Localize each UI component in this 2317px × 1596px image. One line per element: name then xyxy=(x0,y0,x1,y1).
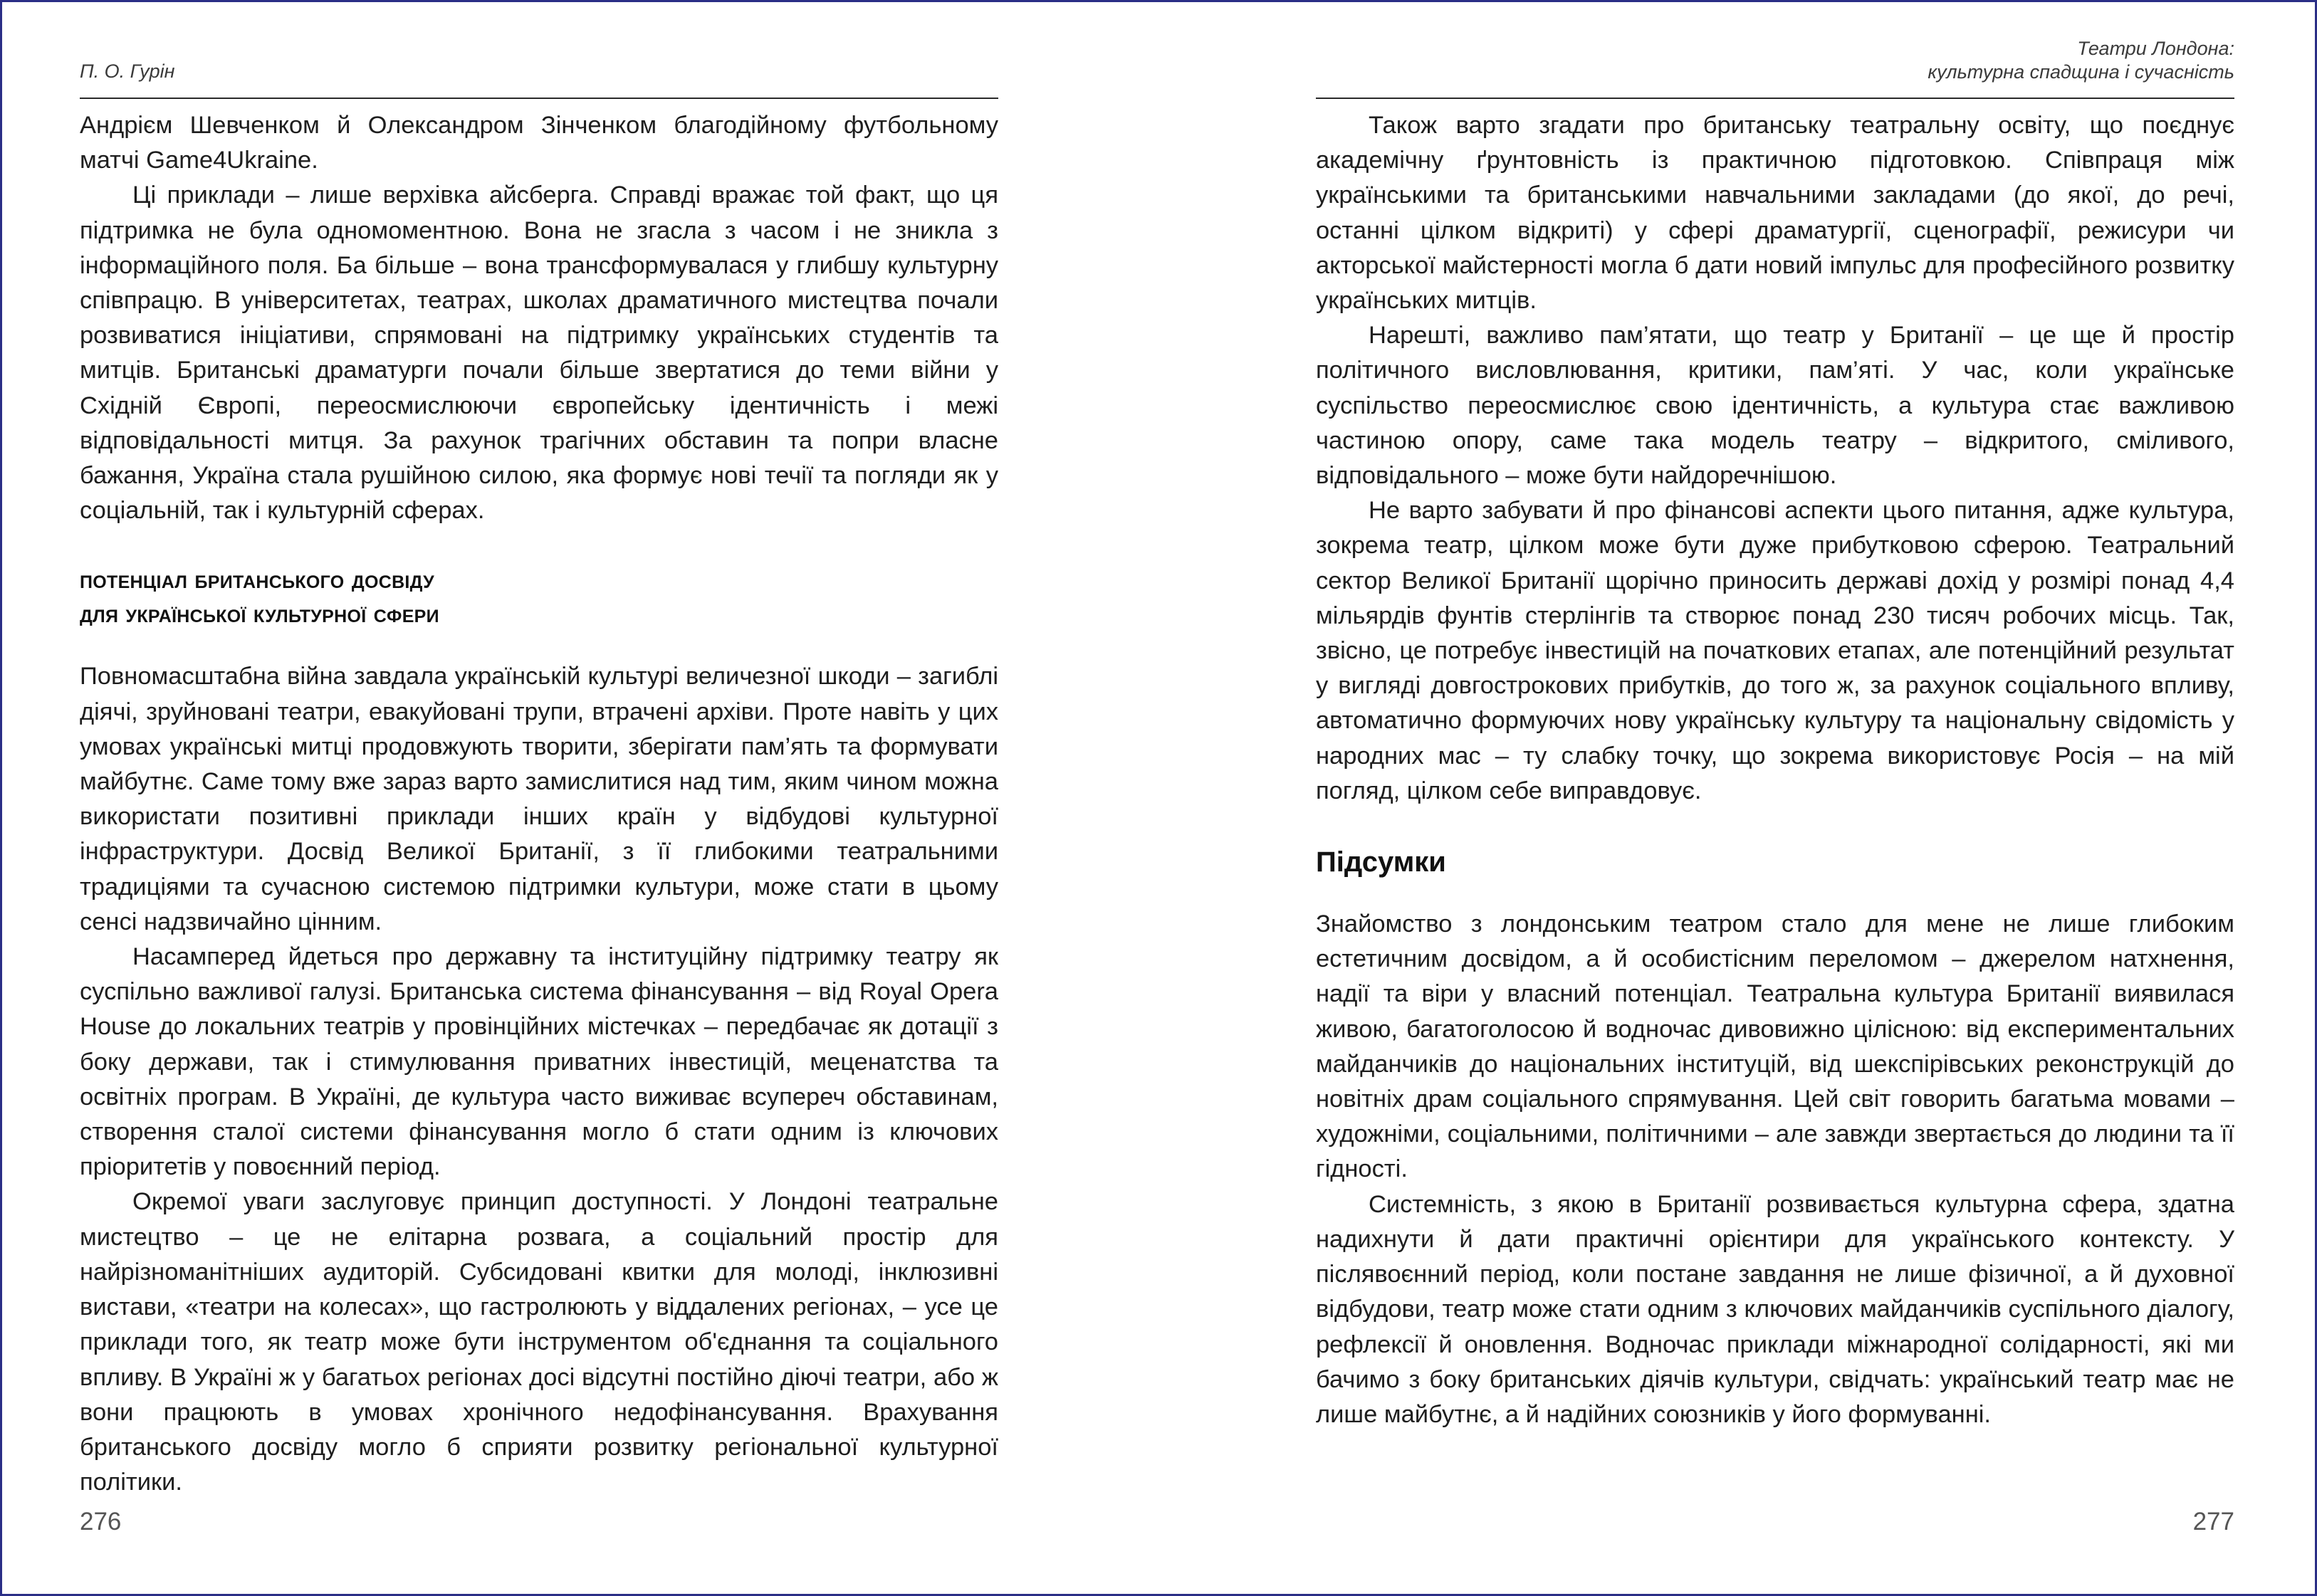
paragraph: Повномасштабна війна завдала українській культурі величезної шкоди – загиблі діячі, зруйновані театри, евакуйовані трупи, втрачені архіви. Проте навіть у цих умовах українські митці продовжують творити, зберігати пам’ять та формувати майбутнє. Саме тому вже зараз варто замислитися над тим, яким чином можна використати позитивні приклади інших країн у відбудові культурної інфраструктури. Досвід Великої Британії, з її глибокими театральними традиціями та сучасною системою підтримки культури, може стати в цьому сенсі надзвичайно цінним. xyxy=(80,663,998,935)
header-rule xyxy=(80,98,998,99)
paragraph: Ці приклади – лише верхівка айсберга. Справді вражає той факт, що ця підтримка не була одномоментною. Вона не згасла з часом і не зникла з інформаційного поля. Ба більше – вона трансформувалася у глибшу культурну співпрацю. В університетах, театрах, школах драматичного мистецтва почали розвиватися ініціативи, спрямовані на підтримку українських студентів та митців. Британські драматурги почали більше звертатися до теми війни у Східній Європі, переосмислюючи європейську ідентичність і межі відповідальності митця. За рахунок трагічних обставин та попри власне бажання, Україна стала рушійною силою, яка формує нові течії та погляди як у соціальній, так і культурній сферах. xyxy=(80,182,998,525)
paragraph: Не варто забувати й про фінансові аспекти цього питання, адже культура, зокрема театр, цілком може бути дуже прибутковою сферою. Театральний сектор Великої Британії щорічно приносить державі дохід у розмірі понад 4,4 мільярдів фунтів стерлінгів та створює понад 230 тисяч робочих місць. Так, звісно, це потребує інвестицій на початкових етапах, але потенційний результат у вигляді довгострокових прибутків, до того ж, за рахунок соціального впливу, автоматично формуючих нову українську культуру та національну свідомість у народних мас – ту слабку точку, що зокрема використовує Росія – на мій погляд, цілком себе виправдовує. xyxy=(1316,497,2234,804)
running-head-title xyxy=(1316,37,2234,84)
paragraph: Знайомство з лондонським театром стало для мене не лише глибоким естетичним досвідом, а й особистісним переломом – джерелом натхнення, надії та віри у власний потенціал. Театральна культура Британії виявилася живою, багатоголосою й водночас дивовижно цілісною: від експериментальних майданчиків до національних інституцій, від шекспірівських реконструкцій до новітніх драм соціального спрямування. Цей світ говорить багатьма мовами – художніми, соціальними, політичними – але завжди звертається до людини та її гідності. xyxy=(1316,910,2234,1183)
paragraph: Також варто згадати про британську театральну освіту, що поєднує академічну ґрунтовність із практичною підготовкою. Співпраця між українськими та британськими навчальними закладами (до якої, до речі, останні цілком відкриті) у сфері драматургії, сценографії, режисури чи акторської майстерності могла б дати новий імпульс для професійного розвитку українських митців. xyxy=(1316,112,2234,315)
right-page xyxy=(1316,0,2234,1596)
section-heading-line-1: потенціал британського досвіду xyxy=(80,565,434,594)
header-rule xyxy=(1316,98,2234,99)
paragraph: Нарешті, важливо пам’ятати, що театр у Британії – це ще й простір політичного висловлювання, критики, пам’яті. У час, коли українське суспільство переосмислює свою ідентичність, а культура стає важливою частиною опору, саме така модель театру – відкритого, сміливого, відповідального – може бути найдоречнішою. xyxy=(1316,322,2234,490)
left-body-text xyxy=(80,108,998,1500)
section-heading xyxy=(80,562,998,631)
section-heading: Підсумки xyxy=(1316,846,1446,878)
author-name: П. О. Гурін xyxy=(80,61,175,82)
book-title-line-2: культурна спадщина і сучасність xyxy=(1928,61,2234,83)
left-page xyxy=(80,0,998,1596)
book-title-line-1: Театри Лондона: xyxy=(2077,38,2234,59)
page-number: 276 xyxy=(80,1508,122,1535)
running-head-author xyxy=(80,60,998,83)
paragraph: Андрієм Шевченком й Олександром Зінченком благодійному футбольному матчі Game4Ukraine. xyxy=(80,112,998,174)
paragraph: Системність, з якою в Британії розвивається культурна сфера, здатна надихнути й дати практичні орієнтири для українського контексту. У післявоєнний період, коли постане завдання не лише фізичної, а й духовної відбудови, театр може стати одним з ключових майданчиків суспільного діалогу, рефлексії й оновлення. Водночас приклади міжнародної солідарності, які ми бачимо з боку британських діячів культури, свідчать: український театр має не лише майбутнє, а й надійних союзників у його формуванні. xyxy=(1316,1190,2234,1428)
section-heading-line-2: для української культурної сфери xyxy=(80,599,439,629)
page-number: 277 xyxy=(2192,1508,2234,1535)
paragraph: Окремої уваги заслуговує принцип доступності. У Лондоні театральне мистецтво – це не елітарна розвага, а соціальний простір для найрізноманітніших аудиторій. Субсидовані квитки для молоді, інклюзивні вистави, «театри на колесах», що гастролюють у віддалених регіонах, – усе це приклади того, як театр може бути інструментом об'єднання та соціального впливу. В Україні ж у багатьох регіонах досі відсутні постійно діючі театри, або ж вони працюють в умовах хронічного недофінансування. Врахування британського досвіду могло б сприяти розвитку регіональної культурної політики. xyxy=(80,1188,998,1496)
paragraph: Насамперед йдеться про державну та інституційну підтримку театру як суспільно важливої галузі. Британська система фінансування – від Royal Opera House до локальних театрів у провінційних містечках – передбачає як дотації з боку держави, так і стимулювання приватних інвестицій, меценатства та освітніх програм. В Україні, де культура часто виживає всупереч обставинам, створення сталої системи фінансування могло б стати одним із ключових пріоритетів у повоєнний період. xyxy=(80,943,998,1181)
right-body-text xyxy=(1316,108,2234,1432)
